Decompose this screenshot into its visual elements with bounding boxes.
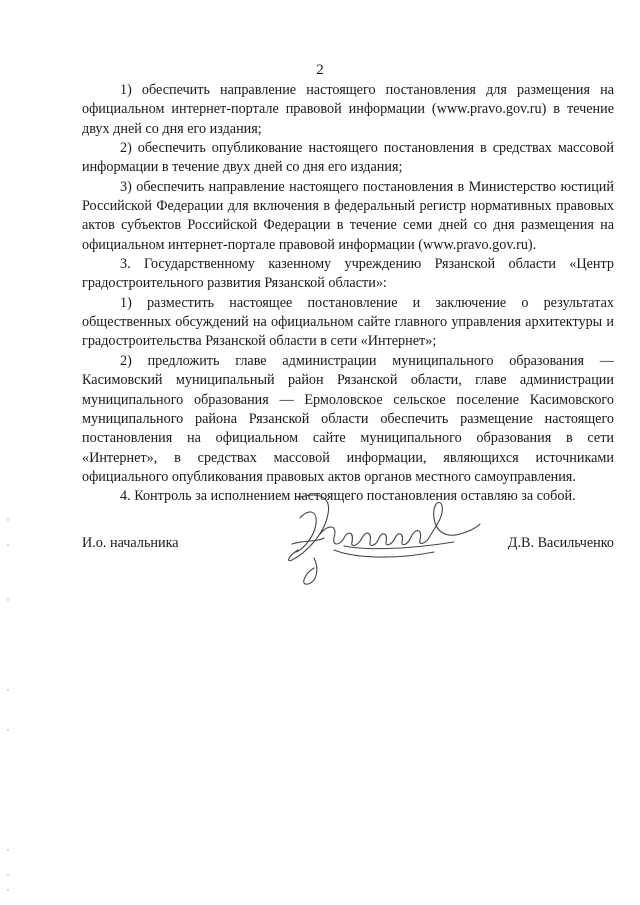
paragraph-item-2-publish-media: 2) обеспечить опубликование настоящего постановления в средствах массовой информации в течение двух дней со дня его издания;	[82, 140, 614, 176]
paragraph-item-1-publish-portal: 1) обеспечить направление настоящего постановления для размещения на официальном интернет-портале правовой информации (www.pravo.gov.ru) в течение двух дней со дня его издания;	[82, 82, 614, 137]
handwritten-signature	[284, 488, 484, 588]
paragraph-item-3-ministry-justice: 3) обеспечить направление настоящего постановления в Министерство юстиций Российской Федерации для включения в федеральный регистр нормативных правовых актов субъектов Российской Федерации в течение семи дней со дня размещения на официальном интернет-портале правовой информации (www.pravo.gov.ru).	[82, 178, 614, 253]
signer-name: Д.В. Васильченко	[507, 535, 614, 551]
paragraph-section-3-item-2: 2) предложить главе администрации муниципального образования — Касимовский муниципальный район Рязанской области, главе администрации муниципального образования — Ермоловское сельское поселение Касимовского муниципального района Рязанской области обеспечить размещение настоящего постановления на официальном сайте муниципального образования в сети «Интернет», в средствах массовой информации, являющихся источниками официального опубликования правовых актов органов местного самоуправления.	[82, 352, 614, 485]
paragraph-section-4-control: 4. Контроль за исполнением настоящего постановления оставляю за собой.	[120, 488, 576, 505]
signer-title: И.о. начальника	[82, 535, 179, 551]
page-number: 2	[316, 62, 324, 78]
document-body	[82, 81, 614, 507]
paragraph-section-3: 3. Государственному казенному учреждению Рязанской области «Центр градостроительного развития Рязанской области»:	[82, 256, 614, 292]
signature-block	[82, 510, 614, 590]
paragraph-section-3-item-1: 1) разместить настоящее постановление и заключение о результатах общественных обсуждений на официальном сайте главного управления архитектуры и градостроительства Рязанской области в сети «Интернет»;	[82, 294, 614, 350]
scan-margin-marks	[6, 0, 10, 905]
